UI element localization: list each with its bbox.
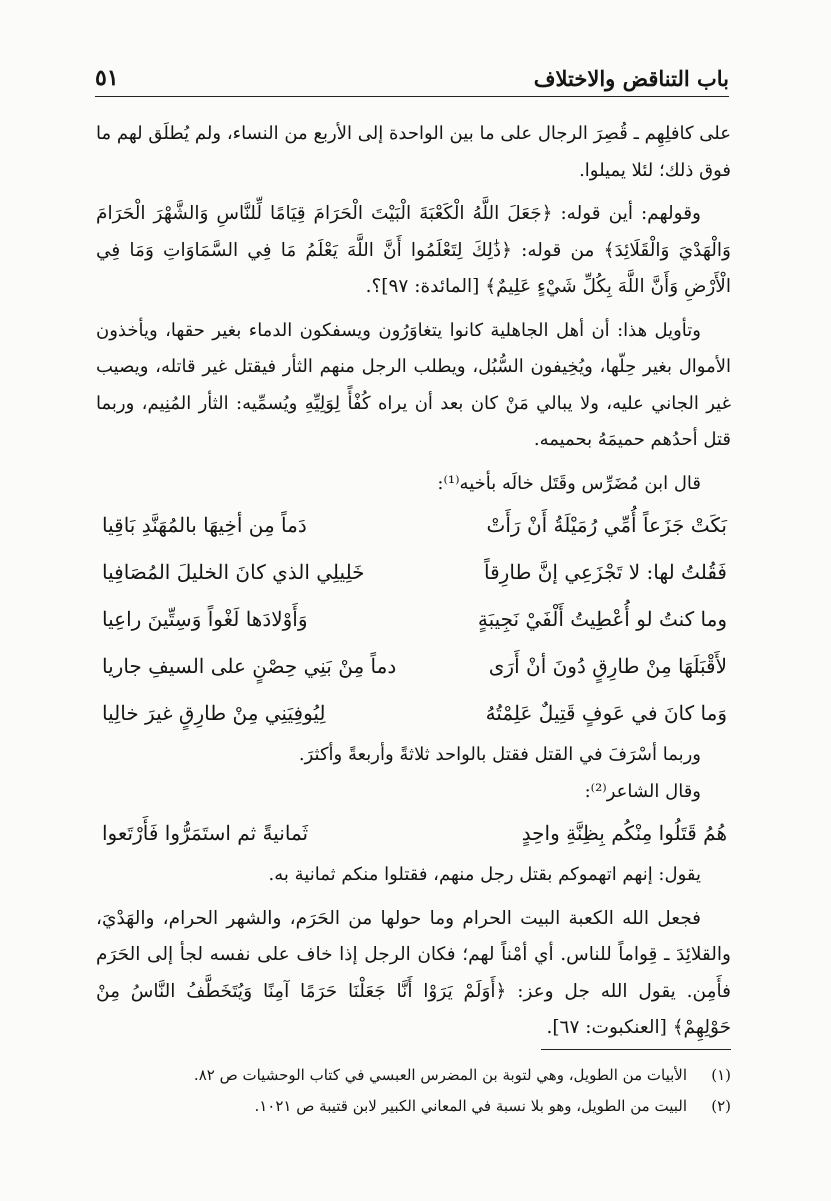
verse-line (96, 549, 731, 596)
paragraph-4: فجعل الله الكعبة البيت الحرام وما حولها من الحَرَم، والشهر الحرام، والهَدْيَ، والقلائِدَ ـ قِواماً للناس. أي أمْناً لهم؛ فكان الرجل إذا خاف على نفسه لجأ إلى الحَرَم فأَمِن. يقول الله جل وعز: ﴿أَوَلَمْ يَرَوْا أَنَّا جَعَلْنَا حَرَمًا آمِنًا وَيُتَخَطَّفُ النَّاسُ مِنْ حَوْلِهِمْ﴾ [العنكبوت: ٦٧]. (96, 907, 731, 1038)
verse-second-hemistich: ثَمانيةً ثم استَمَرُّوا فَأَرْتَعوا (102, 821, 309, 845)
footnote (96, 1091, 731, 1122)
verse-line (96, 643, 731, 690)
page-header (95, 60, 729, 97)
paragraph-1: على كافلِهِم ـ قُصِرَ الرجال على ما بين الواحدة إلى الأربع من النساء، ولم يُطلَق لهم ما فوق ذلك؛ لئلا يميلوا. (96, 123, 731, 181)
verse-first-hemistich: فَقُلتُ لها: لا تَجْزَعِي إنَّ طارِقاً (484, 560, 727, 584)
footnote-text: البيت من الطويل، وهو بلا نسبة في المعاني الكبير لابن قتيبة ص ١٠٢١. (254, 1097, 687, 1115)
verse-first-hemistich: هُمُ قَتَلُوا مِنْكُم بِظِنَّةِ واحِدٍ (521, 821, 727, 845)
poem-2-intro: وقال الشاعر⁽²⁾: (584, 780, 701, 802)
verse-explanation: يقول: إنهم اتهموكم بقتل رجل منهم، فقتلوا منكم ثمانية به. (268, 864, 701, 885)
paragraph-2-quran-citation: وقولهم: أين قوله: ﴿جَعَلَ اللَّهُ الْكَعْبَةَ الْبَيْتَ الْحَرَامَ قِيَامًا لِّلنَّاسِ وَالشَّهْرَ الْحَرَامَ وَالْهَدْيَ وَالْقَلَائِدَ﴾ من قوله: ﴿ذَٰلِكَ لِتَعْلَمُوا أَنَّ اللَّهَ يَعْلَمُ مَا فِي السَّمَاوَاتِ وَمَا فِي الْأَرْضِ وَأَنَّ اللَّهَ بِكُلِّ شَيْءٍ عَلِيمٌ﴾ [المائدة: ٩٧]؟. (96, 203, 731, 297)
verse-first-hemistich: لأَقْبَلَهَا مِنْ طارِقٍ دُونَ أنْ أَرَى (488, 654, 727, 678)
footnote-text: الأبيات من الطويل، وهي لتوبة بن المضرس العبسي في كتاب الوحشيات ص ٨٢. (193, 1066, 687, 1084)
verse-line (96, 690, 731, 737)
poem-1-intro: قال ابن مُضَرِّس وقَتَل خالَه بأخيه⁽¹⁾: (437, 472, 701, 494)
poem-2 (96, 810, 731, 857)
verse-line (96, 810, 731, 857)
verse-second-hemistich: خَلِيلِي الذي كانَ الخليلَ المُصَافِيا (102, 560, 365, 584)
verse-second-hemistich: وَأَوْلادَها لَغْواً وَسِتِّينَ راعِيا (102, 607, 308, 631)
verse-second-hemistich: دماً مِنْ بَنِي حِصْنٍ على السيفِ جاريا (102, 654, 397, 678)
verse-second-hemistich: لِيُوفِيَنِي مِنْ طارِقٍ غيرَ خالِيا (102, 701, 326, 725)
verse-first-hemistich: وَما كانَ في عَوفٍ قَتِيلٌ عَلِمْتُهُ (485, 701, 727, 725)
verse-first-hemistich: بَكَتْ جَزَعاً أُمِّي رُمَيْلَةُ أَنْ رَأَتْ (486, 513, 727, 537)
poem-1 (96, 502, 731, 737)
page-number: ٥١ (95, 65, 119, 91)
footnote-divider (541, 1049, 731, 1050)
verse-line (96, 502, 731, 549)
footnote-number: (٢) (711, 1097, 731, 1115)
footnote-number: (١) (711, 1066, 731, 1084)
verse-line (96, 596, 731, 643)
running-title: باب التناقض والاختلاف (533, 66, 729, 91)
after-poem-1: وربما أسْرَفَ في القتل فقتل بالواحد ثلاثةً وأربعةً وأكثرَ. (298, 744, 701, 765)
main-text (96, 116, 731, 1054)
footnote (96, 1060, 731, 1091)
verse-first-hemistich: وما كنتُ لو أُعْطِيتُ أَلْفَيْ نَجِيبَةٍ (477, 607, 727, 631)
paragraph-3: وتأويل هذا: أن أهل الجاهلية كانوا يتغاوَرُون ويسفكون الدماء بغير حقها، ويأخذون الأموال بغير حِلّها، ويُخِيفون السُّبُل، ويطلب الرجل منهم الثأر فيقتل غير قاتله، ويصيب غير الجاني عليه، ولا يبالي مَنْ كان بعد أن يراه كُفْأً لِوَلِيِّهِ ويُسمِّيه: الثأر المُنِيم، وربما قتل أحدُهم حميمَهُ بحميمه. (96, 319, 731, 450)
footnotes (96, 1060, 731, 1122)
verse-second-hemistich: دَماً مِن أخِيهَا بالمُهَنَّدِ بَاقِيا (102, 513, 307, 537)
